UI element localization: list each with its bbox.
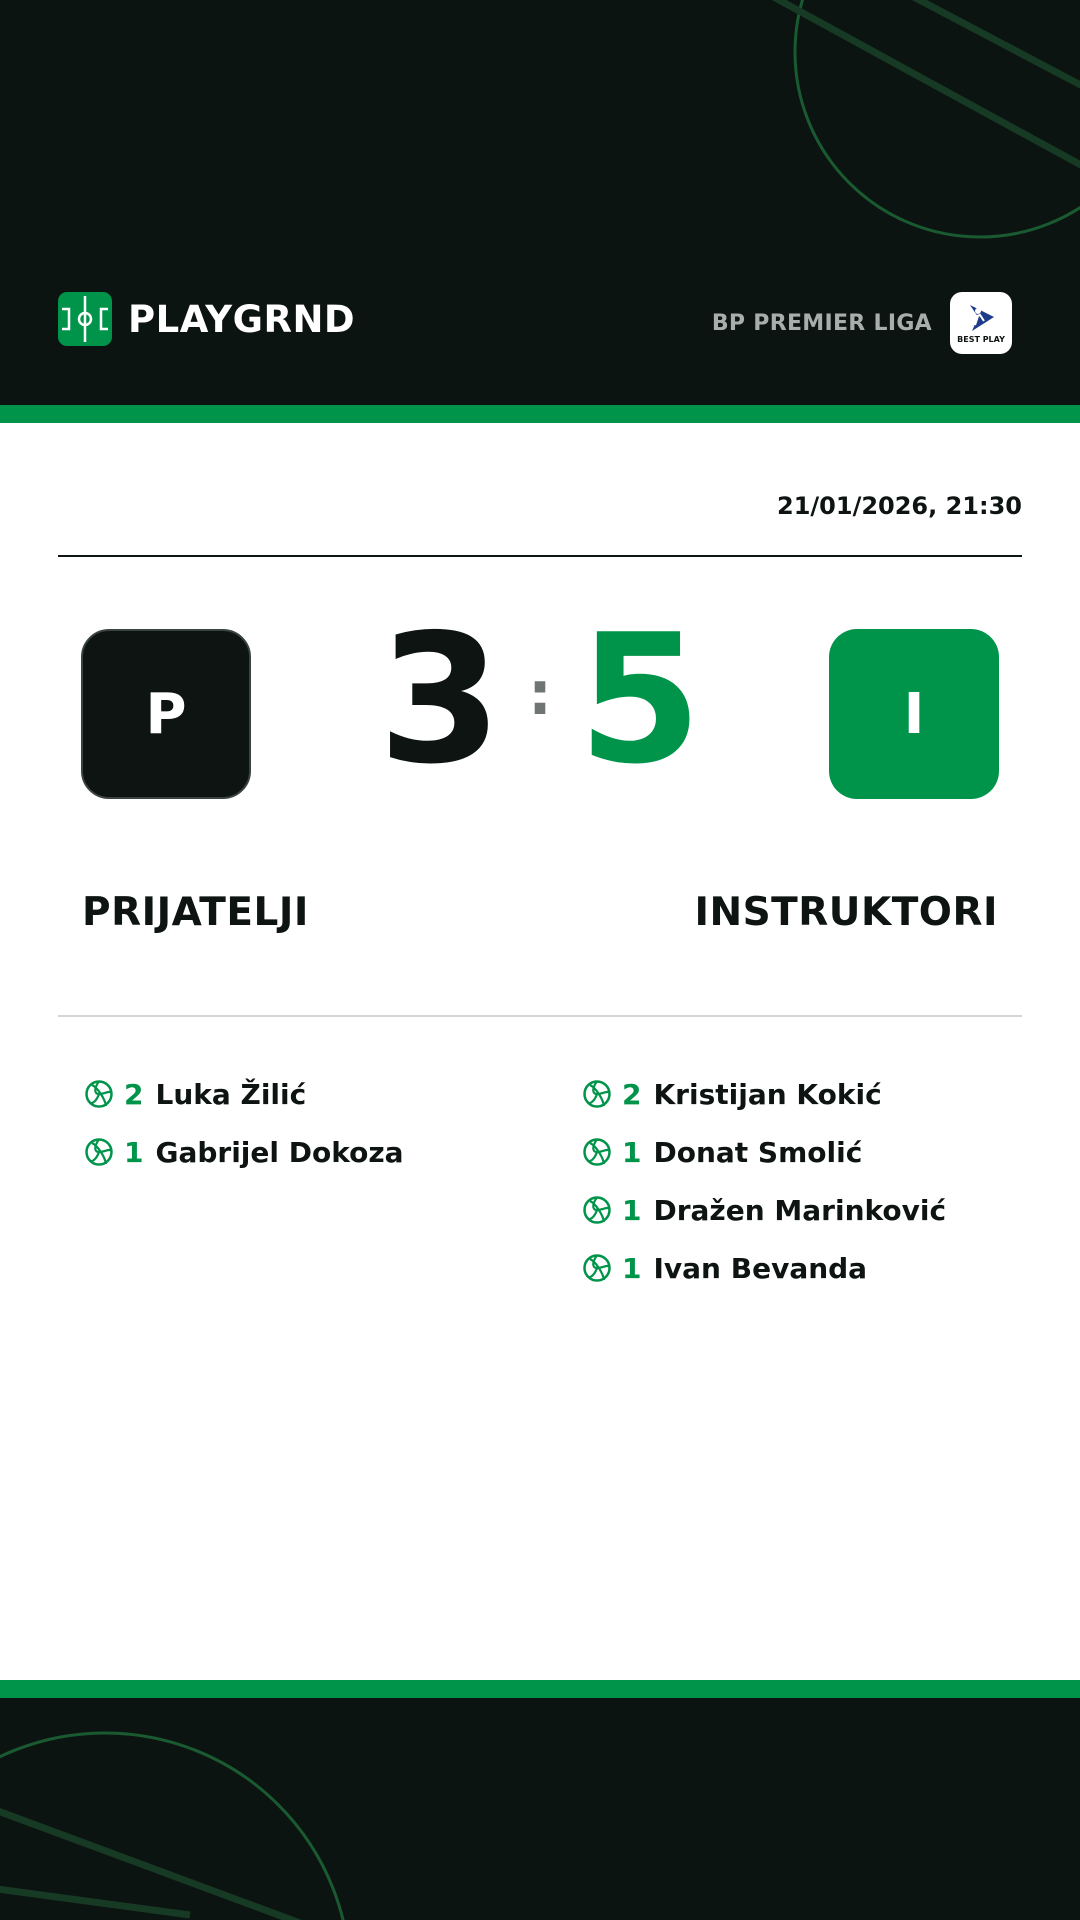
best-play-logo-icon (964, 303, 998, 333)
ball-icon (84, 1079, 114, 1109)
ball-icon (582, 1079, 612, 1109)
away-team-name: INSTRUKTORI (694, 890, 998, 935)
league-info (712, 292, 1012, 354)
goal-count: 1 (622, 1251, 642, 1285)
goal-count: 1 (124, 1135, 144, 1169)
accent-stripe-top (0, 405, 1080, 423)
scorer-item (84, 1065, 404, 1123)
goal-count: 2 (622, 1077, 642, 1111)
brand-name: PLAYGRND (128, 297, 356, 341)
goal-count: 1 (622, 1193, 642, 1227)
divider (58, 1015, 1022, 1017)
league-badge-text: BEST PLAY (957, 334, 1005, 344)
ball-icon (582, 1195, 612, 1225)
match-datetime: 21/01/2026, 21:30 (777, 492, 1022, 520)
accent-stripe-bottom (0, 1680, 1080, 1698)
league-badge (950, 292, 1012, 354)
goal-count: 2 (124, 1077, 144, 1111)
goal-count: 1 (622, 1135, 642, 1169)
header-banner (0, 0, 1080, 405)
scorer-name: Ivan Bevanda (653, 1251, 868, 1285)
ball-icon (582, 1137, 612, 1167)
scorer-item (84, 1123, 404, 1181)
brand (58, 292, 355, 346)
divider (58, 555, 1022, 557)
away-scorers-list (582, 1065, 946, 1297)
pitch-logo-icon (58, 292, 112, 346)
ball-icon (582, 1253, 612, 1283)
scorer-name: Donat Smolić (653, 1135, 863, 1169)
ball-icon (84, 1137, 114, 1167)
league-name: BP PREMIER LIGA (711, 310, 932, 336)
scorer-name: Gabrijel Dokoza (155, 1135, 404, 1169)
scorer-name: Kristijan Kokić (653, 1077, 882, 1111)
scorer-item (582, 1181, 946, 1239)
home-score: 3 (378, 596, 502, 803)
scorer-item (582, 1123, 946, 1181)
scorer-name: Dražen Marinković (653, 1193, 947, 1227)
away-team-avatar: I (829, 629, 999, 799)
scorer-item (582, 1239, 946, 1297)
scorer-item (582, 1065, 946, 1123)
score-separator: : (528, 659, 552, 730)
home-team-name: PRIJATELJI (82, 890, 309, 935)
footer-banner (0, 1698, 1080, 1920)
scorer-name: Luka Žilić (155, 1077, 307, 1111)
home-team-avatar: P (81, 629, 251, 799)
away-score: 5 (578, 596, 702, 803)
pitch-lines-decoration (0, 1698, 1080, 1920)
home-scorers-list (84, 1065, 404, 1181)
